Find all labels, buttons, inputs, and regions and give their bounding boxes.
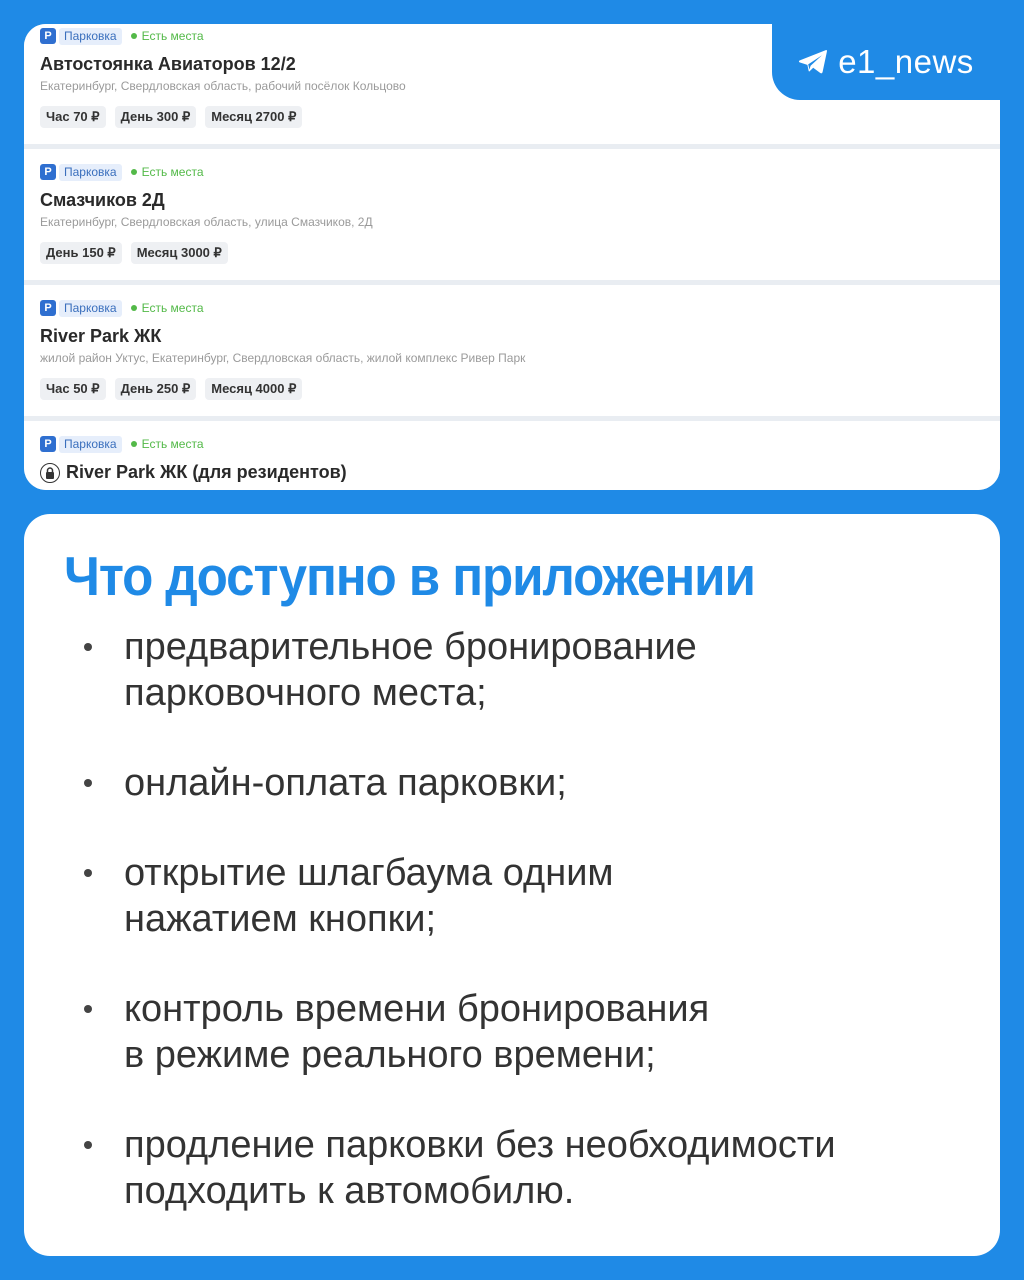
feature-line: в режиме реального времени; [124,1034,656,1076]
list-item[interactable] [24,285,1000,416]
bullet-icon [84,779,92,787]
status-label: Есть места [141,165,204,179]
listing-address: Екатеринбург, Свердловская область, улица Смазчиков, 2Д [40,215,373,229]
price-list [40,378,302,400]
list-item [84,760,944,806]
list-item [84,624,944,716]
list-item [84,986,944,1078]
lock-icon [40,463,60,483]
price-chip: Месяц 4000 ₽ [205,378,302,400]
feature-line: онлайн-оплата парковки; [124,762,567,804]
listing-name: River Park ЖК [40,326,162,346]
listing-name: Автостоянка Авиаторов 12/2 [40,54,296,74]
listing-address: жилой район Уктус, Екатеринбург, Свердловская область, жилой комплекс Ривер Парк [40,351,526,365]
status-dot-icon [131,441,137,447]
channel-tag[interactable] [772,24,1000,100]
listing-address: Екатеринбург, Свердловская область, рабочий посёлок Кольцово [40,79,406,93]
features-list [84,624,944,1258]
status-dot-icon [131,305,137,311]
price-chip: Час 50 ₽ [40,378,106,400]
parking-icon: P [40,164,56,180]
type-tag: Парковка [59,164,122,181]
channel-handle: e1_news [838,43,974,80]
parking-icon: P [40,28,56,44]
type-tag: Парковка [59,300,122,317]
parking-icon: P [40,436,56,452]
price-chip: Месяц 2700 ₽ [205,106,302,128]
feature-line: открытие шлагбаума одним [124,852,614,894]
list-item[interactable] [24,421,1000,490]
type-tag: Парковка [59,28,122,45]
list-item [84,1122,944,1214]
features-title: Что доступно в приложении [64,545,755,607]
price-chip: Месяц 3000 ₽ [131,242,228,264]
listing-badges [40,299,204,317]
feature-line: продление парковки без необходимости [124,1124,836,1166]
bullet-icon [84,643,92,651]
feature-line: предварительное бронирование [124,626,697,668]
bullet-icon [84,1141,92,1149]
list-item[interactable] [24,149,1000,280]
bullet-icon [84,1005,92,1013]
status-label: Есть места [141,301,204,315]
feature-line: контроль времени бронирования [124,988,710,1030]
status-label: Есть места [141,437,204,451]
feature-line: нажатием кнопки; [124,898,437,940]
bullet-icon [84,869,92,877]
status-label: Есть места [141,29,204,43]
listing-name: River Park ЖК (для резидентов) [66,462,347,482]
price-list [40,242,228,264]
listing-name-row [40,462,347,483]
price-chip: День 250 ₽ [115,378,197,400]
features-card [24,514,1000,1256]
feature-line: подходить к автомобилю. [124,1170,575,1212]
status-dot-icon [131,33,137,39]
feature-line: парковочного места; [124,672,487,714]
listing-badges [40,435,204,453]
price-chip: День 300 ₽ [115,106,197,128]
listing-badges [40,163,204,181]
price-list [40,106,302,128]
listing-badges [40,27,204,45]
type-tag: Парковка [59,436,122,453]
telegram-icon [798,49,828,75]
listing-name: Смазчиков 2Д [40,190,165,210]
status-dot-icon [131,169,137,175]
price-chip: Час 70 ₽ [40,106,106,128]
list-item [84,850,944,942]
price-chip: День 150 ₽ [40,242,122,264]
parking-icon: P [40,300,56,316]
